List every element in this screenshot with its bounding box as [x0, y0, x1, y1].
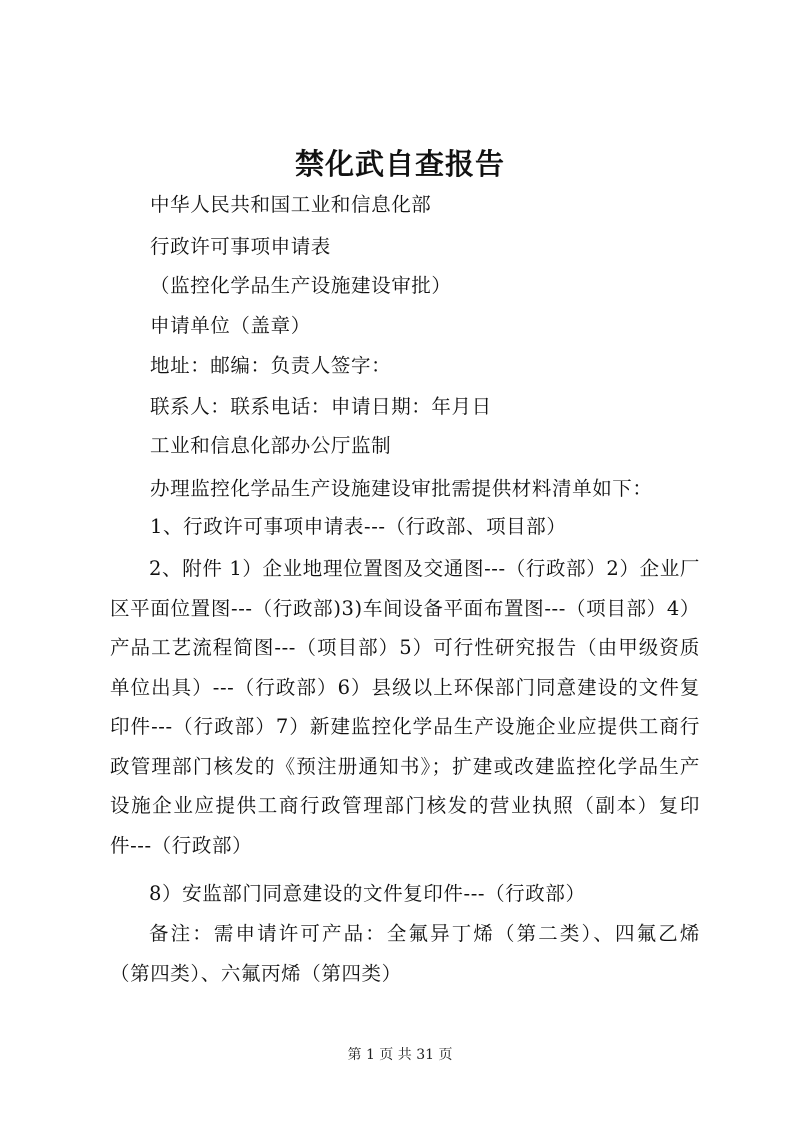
header-line-applicant: 申请单位（盖章）	[150, 314, 311, 337]
remarks-paragraph: 备注：需申请许可产品：全氟异丁烯（第二类）、四氟乙烯（第四类）、六氟丙烯（第四类）	[110, 922, 700, 985]
header-line-issuer: 工业和信息化部办公厅监制	[150, 434, 392, 457]
material-item-1: 1、行政许可事项申请表---（行政部、项目部）	[150, 515, 567, 538]
header-line-subject: （监控化学品生产设施建设审批）	[150, 274, 452, 297]
material-item-2-paragraph: 2、附件 1）企业地理位置图及交通图---（行政部）2）企业厂区平面位置图---（行政部)3)车间设备平面布置图---（项目部）4）产品工艺流程简图---（项目部）5）可行性研究报告（由甲级资质单位出具）---（行政部）6）县级以上环保部门同意建设的文件复印件---（行政部）7）新建监控化学品生产设施企业应提供工商行政管理部门核发的《预注册通知书》；扩建或改建监控化学品生产设施企业应提供工商行政管理部门核发的营业执照（副本）复印件---（行政部）	[110, 557, 700, 857]
materials-intro: 办理监控化学品生产设施建设审批需提供材料清单如下：	[150, 477, 653, 500]
header-line-address: 地址：邮编：负责人签字：	[150, 354, 392, 377]
header-line-contact: 联系人：联系电话：申请日期：年月日	[150, 395, 492, 418]
header-line-ministry: 中华人民共和国工业和信息化部	[150, 193, 432, 216]
header-line-form-name: 行政许可事项申请表	[150, 235, 331, 258]
document-title: 禁化武自查报告	[294, 147, 505, 181]
material-item-8-paragraph: 8）安监部门同意建设的文件复印件---（行政部）	[149, 882, 586, 905]
page-footer: 第 1 页 共 31 页	[347, 1047, 453, 1063]
